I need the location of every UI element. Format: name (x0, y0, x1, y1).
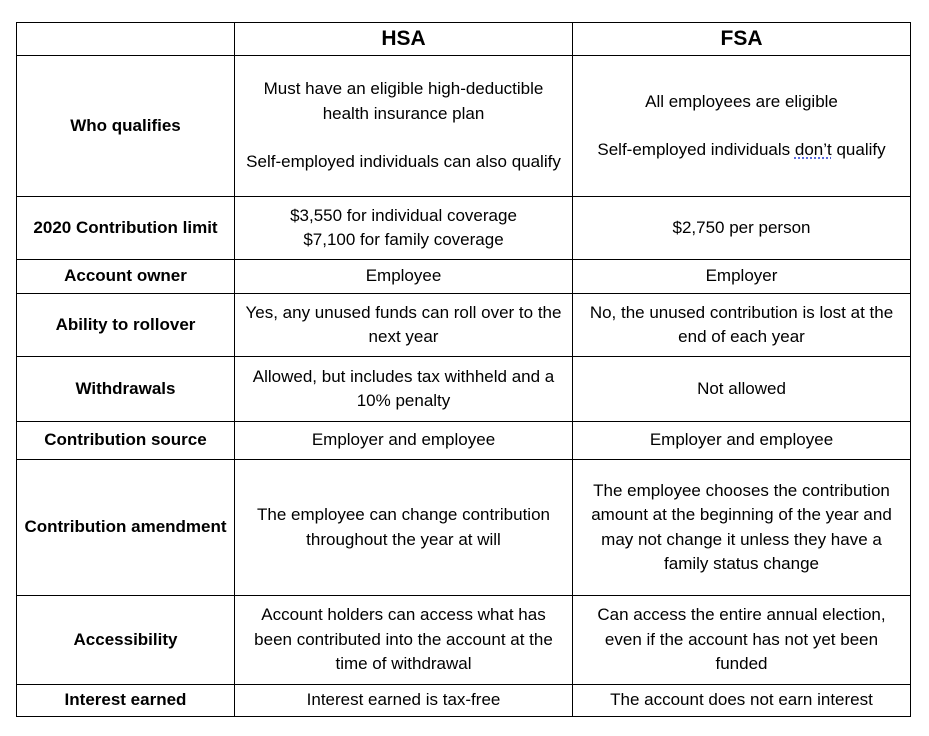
comparison-table (16, 22, 911, 717)
hsa-line: $7,100 for family coverage (303, 230, 504, 249)
hsa-line: $3,550 for individual coverage (290, 205, 517, 225)
fsa-cell-accessibility: Can access the entire annual election, even if the account has not yet been funded (573, 596, 911, 685)
table-row (17, 294, 911, 357)
header-row (17, 23, 911, 56)
hsa-cell-rollover: Yes, any unused funds can roll over to the next year (235, 294, 573, 357)
table-row (17, 357, 911, 422)
table-row (17, 197, 911, 260)
fsa-cell-contribution-source: Employer and employee (573, 422, 911, 460)
fsa-text-part: qualify (831, 140, 886, 159)
hsa-cell-contribution-source: Employer and employee (235, 422, 573, 460)
hsa-cell-contribution-amendment: The employee can change contribution throughout the year at will (235, 460, 573, 596)
hsa-cell-withdrawals: Allowed, but includes tax withheld and a 10% penalty (235, 357, 573, 422)
table-row (17, 596, 911, 685)
fsa-cell-withdrawals: Not allowed (573, 357, 911, 422)
row-label-contribution-source: Contribution source (17, 422, 235, 460)
hsa-cell-account-owner: Employee (235, 260, 573, 294)
table-row (17, 422, 911, 460)
header-fsa: FSA (573, 23, 911, 56)
fsa-cell-who-qualifies (573, 56, 911, 197)
fsa-cell-contribution-amendment: The employee chooses the contribution amount at the beginning of the year and may not change it unless they have a family status change (573, 460, 911, 596)
hsa-paragraph: Must have an eligible high-deductible health insurance plan (263, 79, 544, 123)
hsa-cell-who-qualifies (235, 56, 573, 197)
table-row (17, 56, 911, 197)
header-hsa: HSA (235, 23, 573, 56)
hsa-cell-contribution-limit (235, 197, 573, 260)
row-label-contribution-limit: 2020 Contribution limit (17, 197, 235, 260)
fsa-cell-contribution-limit: $2,750 per person (573, 197, 911, 260)
fsa-cell-interest-earned: The account does not earn interest (573, 685, 911, 717)
fsa-text-part: Self-employed individuals (597, 140, 795, 159)
row-label-rollover: Ability to rollover (17, 294, 235, 357)
header-corner-cell (17, 23, 235, 56)
fsa-paragraph (579, 138, 904, 163)
hsa-cell-accessibility: Account holders can access what has been contributed into the account at the time of withdrawal (235, 596, 573, 685)
row-label-withdrawals: Withdrawals (17, 357, 235, 422)
spellcheck-marked-word: don’t (794, 140, 832, 159)
fsa-paragraph: All employees are eligible (645, 91, 838, 111)
hsa-paragraph: Self-employed individuals can also qualify (246, 152, 561, 172)
fsa-cell-rollover: No, the unused contribution is lost at the end of each year (573, 294, 911, 357)
row-label-contribution-amendment: Contribution amendment (17, 460, 235, 596)
table-row (17, 260, 911, 294)
row-label-account-owner: Account owner (17, 260, 235, 294)
row-label-who-qualifies: Who qualifies (17, 56, 235, 197)
table-row (17, 685, 911, 717)
row-label-accessibility: Accessibility (17, 596, 235, 685)
fsa-cell-account-owner: Employer (573, 260, 911, 294)
hsa-cell-interest-earned: Interest earned is tax-free (235, 685, 573, 717)
table-row (17, 460, 911, 596)
row-label-interest-earned: Interest earned (17, 685, 235, 717)
